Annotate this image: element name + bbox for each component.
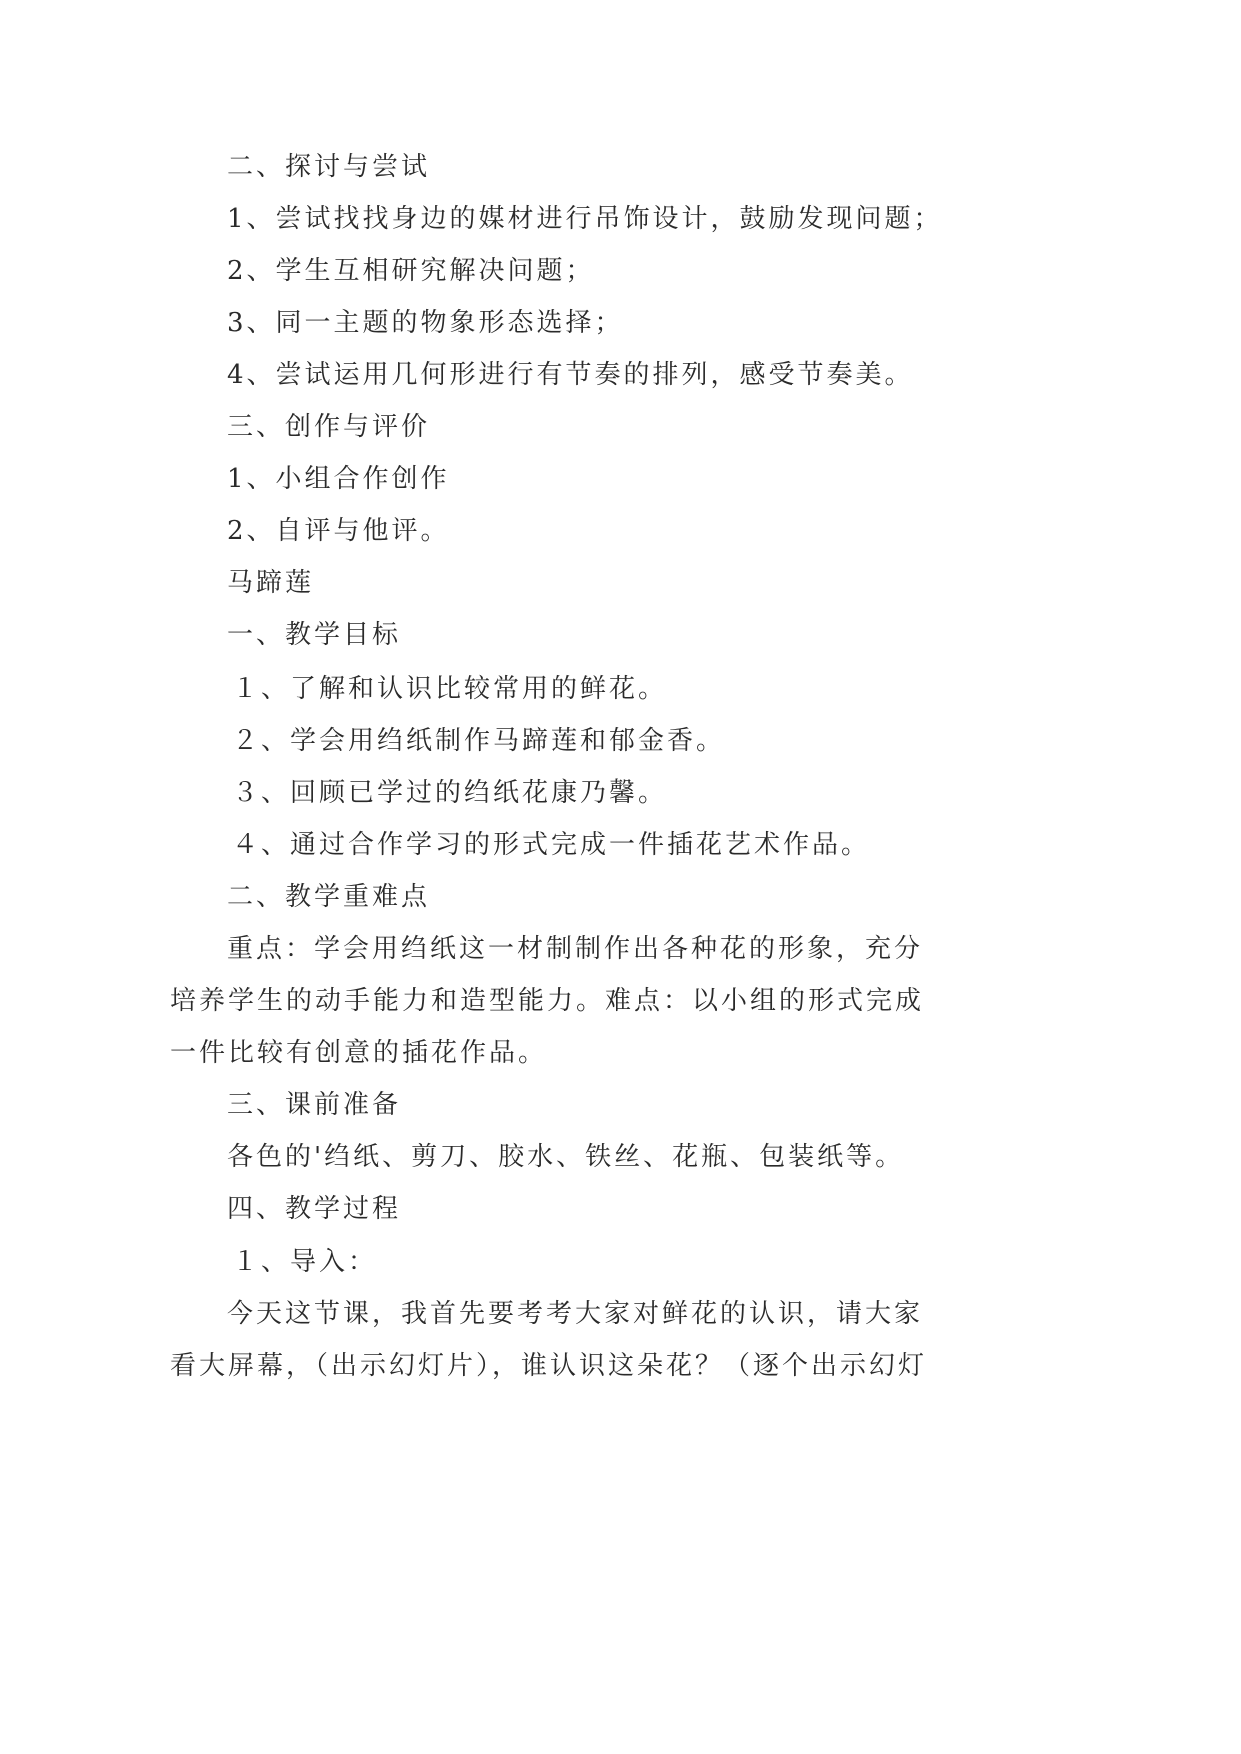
list-item: 1、小组合作创作 [227,464,450,494]
list-item: 2、自评与他评。 [227,516,450,546]
section-heading: 三、创作与评价 [227,412,431,442]
list-item: 3、同一主题的物象形态选择； [227,308,624,338]
list-item: 4、尝试运用几何形进行有节奏的排列，感受节奏美。 [227,360,914,390]
paragraph-line: 重点：学会用绉纸这一材制制作出各种花的形象，充分 [227,934,924,964]
paragraph-line: 各色的'绉纸、剪刀、胶水、铁丝、花瓶、包装纸等。 [227,1142,905,1172]
paragraph-line: 一件比较有创意的插花作品。 [170,1038,548,1068]
section-heading: 一、教学目标 [227,620,402,650]
list-item: ４、通过合作学习的形式完成一件插花艺术作品。 [232,830,871,860]
section-heading: 二、教学重难点 [227,882,431,912]
list-item: ２、学会用绉纸制作马蹄莲和郁金香。 [232,726,726,756]
list-item: 1、尝试找找身边的媒材进行吊饰设计，鼓励发现问题； [227,204,943,234]
paragraph-line: 今天这节课，我首先要考考大家对鲜花的认识，请大家 [227,1299,924,1329]
section-heading: 二、探讨与尝试 [227,152,431,182]
paragraph-line: 培养学生的动手能力和造型能力。难点：以小组的形式完成 [170,986,925,1016]
paragraph-line: 看大屏幕，（出示幻灯片），谁认识这朵花？（逐个出示幻灯 [170,1351,928,1381]
section-heading: 三、课前准备 [227,1090,402,1120]
list-item: １、导入： [232,1247,378,1277]
list-item: １、了解和认识比较常用的鲜花。 [232,674,668,704]
lesson-title: 马蹄莲 [227,568,315,598]
list-item: ３、回顾已学过的绉纸花康乃馨。 [232,778,668,808]
list-item: 2、学生互相研究解决问题； [227,256,595,286]
section-heading: 四、教学过程 [227,1194,402,1224]
